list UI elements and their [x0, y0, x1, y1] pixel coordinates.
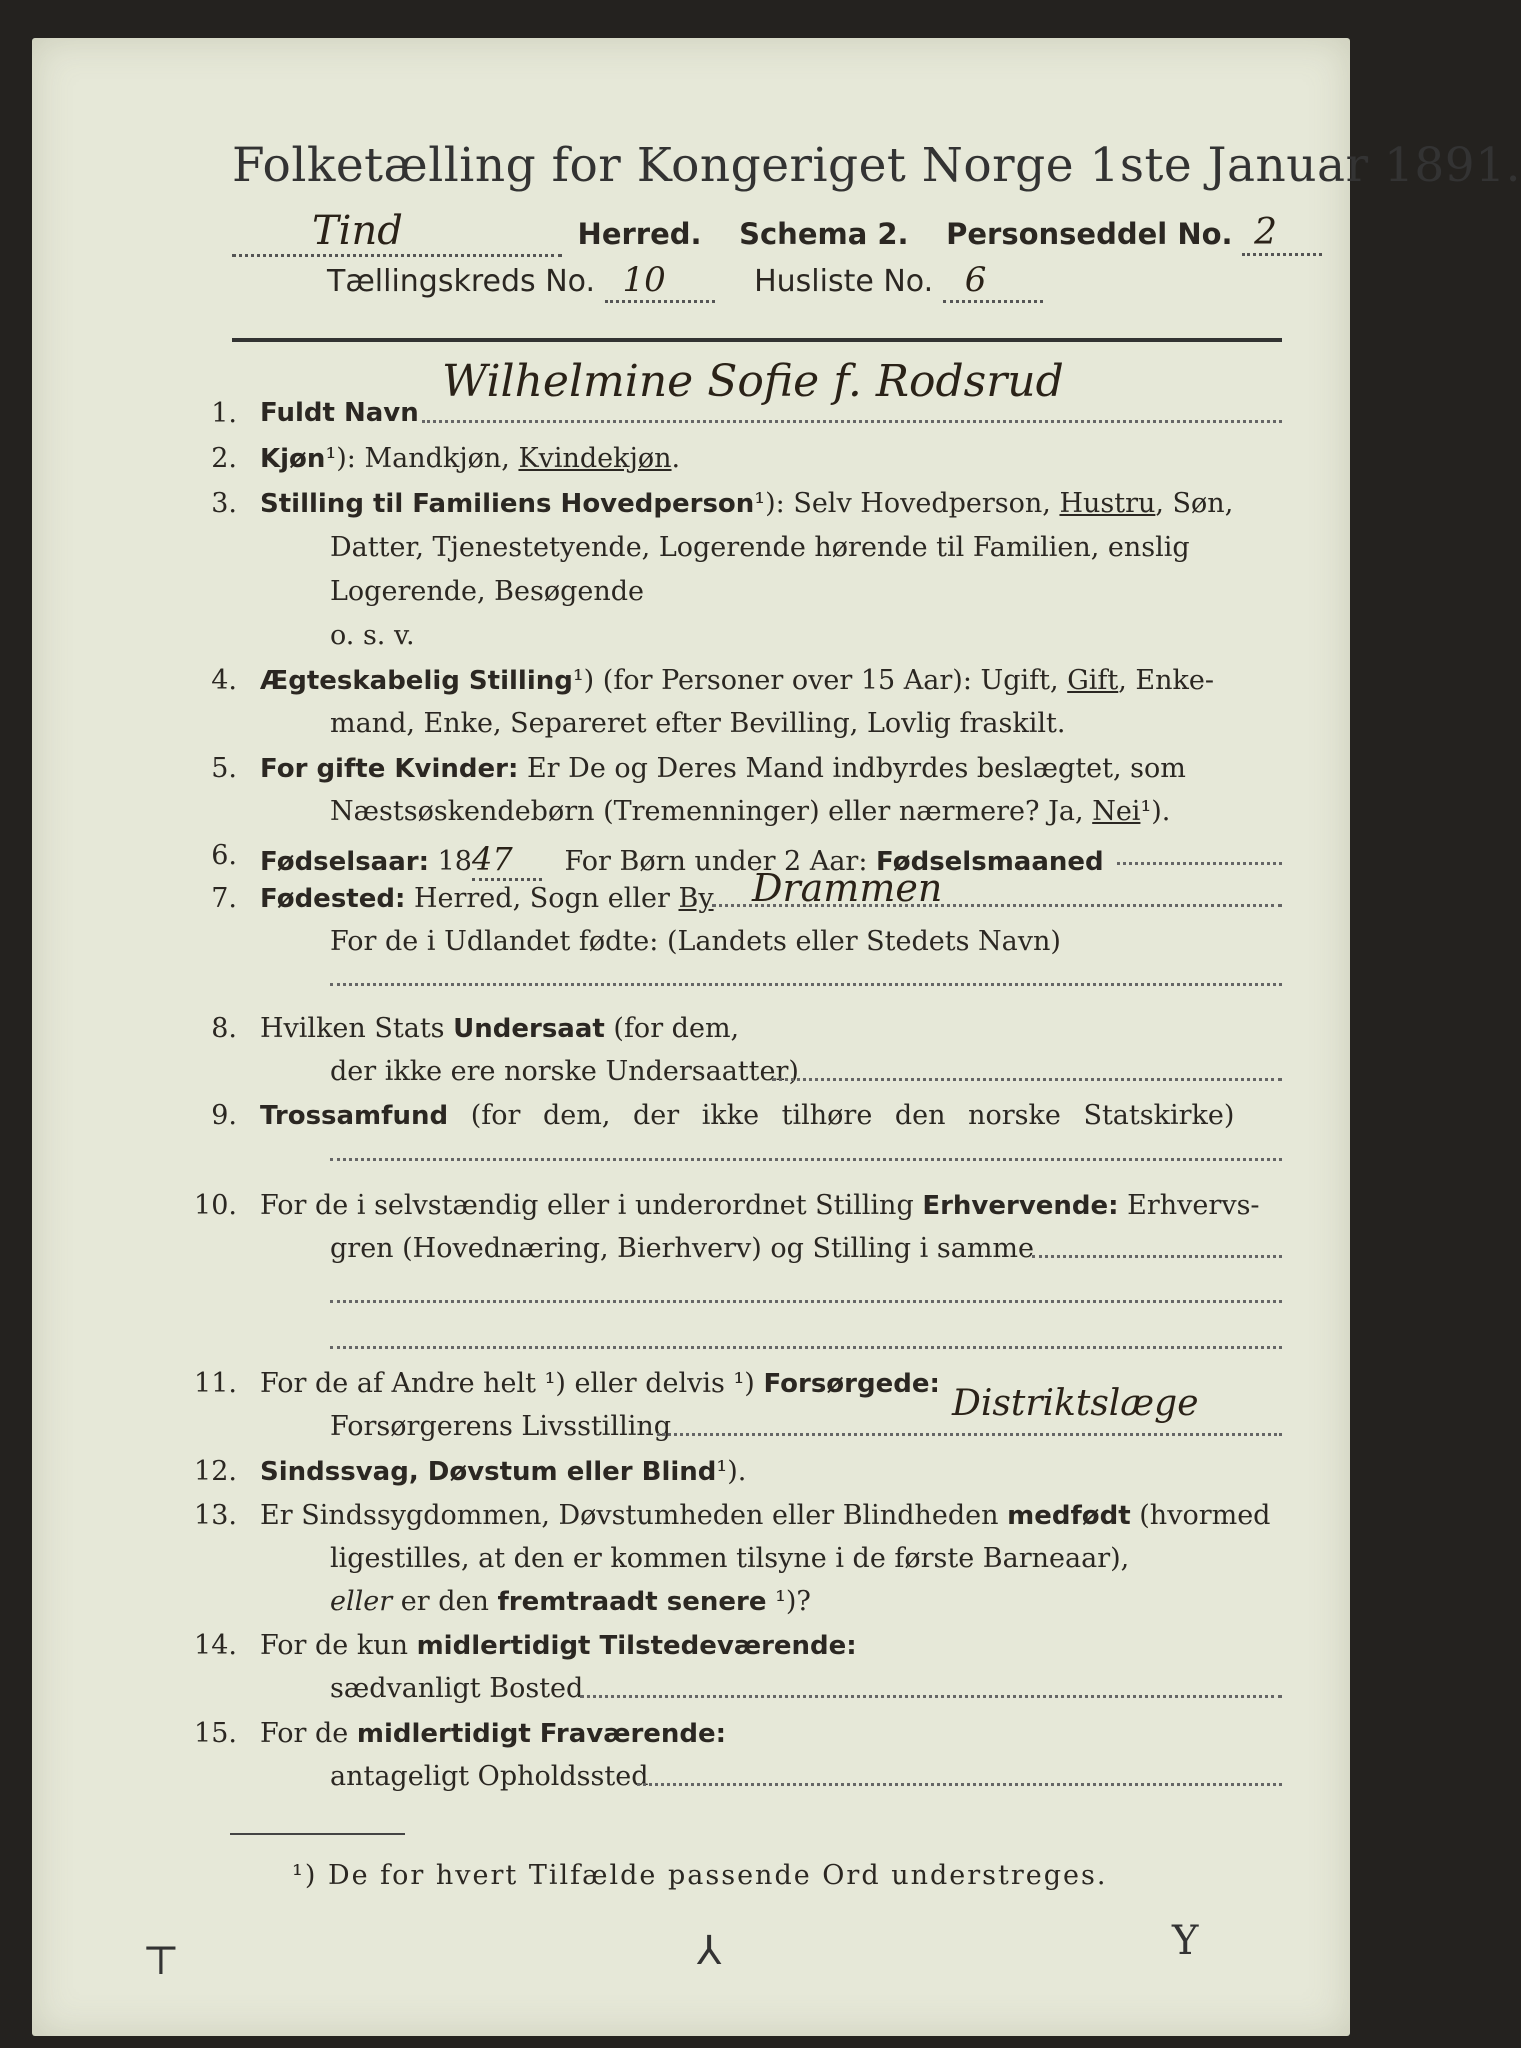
q9-number: 9. — [211, 1100, 237, 1131]
personseddel-value: 2 — [1254, 212, 1277, 253]
q4-number: 4. — [211, 665, 237, 696]
q13-label: medfødt — [1007, 1501, 1131, 1531]
q10-field-2[interactable] — [330, 1300, 1282, 1303]
q13-number: 13. — [194, 1500, 237, 1531]
q7-text: Herred, Sogn eller — [413, 883, 670, 914]
q10-text: For de i selvstændig eller i underordnet Stilling — [260, 1190, 914, 1221]
q14-line2: sædvanligt Bosted — [330, 1673, 584, 1704]
q4-label: Ægteskabelig Stilling — [260, 666, 573, 696]
q7-line — [260, 883, 714, 914]
q8-field[interactable] — [772, 1078, 1282, 1081]
header-rule — [232, 338, 1282, 342]
q11-value: Distriktslæge — [952, 1383, 1199, 1424]
q15-number: 15. — [194, 1718, 237, 1749]
q7-value: Drammen — [752, 866, 943, 910]
q5-line2 — [330, 796, 1170, 827]
q6-label2: Fødselsmaaned — [876, 847, 1104, 877]
q9-label: Trossamfund — [260, 1101, 449, 1131]
q2-line: Kjøn¹): Mandkjøn, Kvindekjøn. — [260, 443, 681, 474]
q6-mid: For Børn under 2 Aar: — [564, 846, 868, 877]
q8-line1 — [260, 1013, 739, 1044]
q10-label: Erhvervende: — [922, 1191, 1119, 1221]
q13-line3 — [330, 1586, 811, 1617]
q11-field[interactable] — [657, 1433, 1282, 1436]
q10-text-b: Erhvervs- — [1127, 1190, 1260, 1221]
kreds-label: Tællingskreds No. — [327, 264, 595, 299]
q3-line3: Logerende, Besøgende — [330, 576, 644, 607]
binding-mark-center: ⅄ — [697, 1928, 722, 1974]
q7-label: Fødested: — [260, 884, 406, 914]
q2-label: Kjøn — [260, 444, 326, 474]
q13-text-b: (hvormed — [1139, 1500, 1271, 1531]
binding-mark-left: ⊤ — [142, 1938, 180, 1984]
q7-abroad-field[interactable] — [330, 983, 1282, 986]
q3-son: , Søn, — [1155, 488, 1234, 519]
q7-number: 7. — [211, 883, 237, 914]
q6-prefix: 18 — [437, 846, 472, 877]
q5-text: Er De og Deres Mand indbyrdes beslægtet, som — [526, 753, 1186, 784]
q15-line1 — [260, 1718, 726, 1749]
q13-eller: eller — [330, 1586, 393, 1617]
q11-line1 — [260, 1368, 940, 1399]
form-title: Folketælling for Kongeriget Norge 1ste Januar 1891. — [232, 138, 1521, 193]
q1-value: Wilhelmine Sofie f. Rodsrud — [442, 356, 1064, 407]
q9-text: (for dem, der ikke tilhøre den norske Statskirke) — [470, 1100, 1235, 1131]
q5-end: ¹). — [1140, 796, 1171, 827]
q5-line1 — [260, 753, 1186, 784]
q14-label: midlertidigt Tilstedeværende: — [416, 1631, 857, 1661]
husliste-field[interactable] — [943, 260, 1043, 303]
personseddel-field[interactable] — [1242, 212, 1322, 256]
q1-field[interactable] — [422, 420, 1282, 423]
herred-label: Herred. — [577, 217, 702, 251]
q4-line1 — [260, 665, 1214, 696]
q4-line2: mand, Enke, Separeret efter Bevilling, Lovlig fraskilt. — [330, 708, 1066, 739]
q11-number: 11. — [194, 1368, 237, 1399]
q3-number: 3. — [211, 488, 237, 519]
kreds-field[interactable] — [605, 260, 715, 303]
herred-row — [232, 208, 1322, 257]
kreds-value: 10 — [622, 260, 666, 300]
q3-text: ¹): Selv Hovedperson, — [754, 488, 1051, 519]
q13-text-c: er den — [400, 1586, 489, 1617]
q7-line2: For de i Udlandet fødte: (Landets eller Stedets Navn) — [330, 926, 1061, 957]
q3-line2: Datter, Tjenestetyende, Logerende hørende til Familien, enslig — [330, 532, 1190, 563]
q15-line2: antageligt Opholdssted — [330, 1761, 649, 1792]
kreds-row — [327, 260, 1043, 303]
q5-option-nei: Nei — [1092, 796, 1141, 827]
husliste-label: Husliste No. — [754, 264, 934, 299]
q8-label: Undersaat — [453, 1014, 605, 1044]
schema-label: Schema 2. — [739, 217, 909, 251]
q3-line1 — [260, 488, 1233, 519]
husliste-value: 6 — [964, 260, 987, 300]
q6-month-field[interactable] — [1117, 862, 1282, 865]
q12-number: 12. — [194, 1456, 237, 1487]
q6-line — [260, 840, 1104, 881]
q2-number: 2. — [211, 443, 237, 474]
q10-number: 10. — [194, 1190, 237, 1221]
footnote: ¹) De for hvert Tilfælde passende Ord understreges. — [292, 1860, 1108, 1891]
q8-text: Hvilken Stats — [260, 1013, 445, 1044]
q6-field[interactable] — [472, 840, 542, 881]
census-form-sheet — [32, 38, 1521, 2036]
binding-mark-right: Y — [1172, 1918, 1199, 1964]
q4-text: ¹) (for Personer over 15 Aar): Ugift, — [572, 665, 1059, 696]
q13-line1 — [260, 1500, 1270, 1531]
q2-option-kvindekjon: Kvindekjøn — [518, 443, 672, 474]
herred-value: Tind — [312, 208, 403, 254]
personseddel-label: Personseddel No. — [946, 217, 1233, 251]
q8-number: 8. — [211, 1013, 237, 1044]
q9-line — [260, 1100, 1234, 1131]
q14-line1 — [260, 1630, 857, 1661]
q14-field[interactable] — [580, 1695, 1282, 1698]
q7-option-by: By — [678, 883, 714, 914]
q5-number: 5. — [211, 753, 237, 784]
footnote-rule — [230, 1833, 405, 1835]
q3-option-hustru: Hustru — [1059, 488, 1156, 519]
q13-end: ¹)? — [775, 1586, 811, 1617]
q14-text: For de kun — [260, 1630, 408, 1661]
q3-line4: o. s. v. — [330, 620, 415, 651]
q12-end: ¹). — [716, 1456, 747, 1487]
q12-label: Sindssvag, Døvstum eller Blind — [260, 1457, 717, 1487]
q13-label2: fremtraadt senere — [497, 1587, 767, 1617]
q15-field[interactable] — [637, 1783, 1282, 1786]
q10-field[interactable] — [1032, 1255, 1282, 1258]
q11-line2: Forsørgerens Livsstilling — [330, 1411, 672, 1442]
q11-text: For de af Andre helt ¹) eller delvis ¹) — [260, 1368, 755, 1399]
q13-line2: ligestilles, at den er kommen tilsyne i de første Barneaar), — [330, 1543, 1130, 1574]
q11-label: Forsørgede: — [763, 1369, 940, 1399]
q6-label: Fødselsaar: — [260, 847, 429, 877]
q15-label: midlertidigt Fraværende: — [356, 1719, 727, 1749]
q6-value: 47 — [471, 840, 513, 878]
q8-text-b: (for dem, — [613, 1013, 740, 1044]
q14-number: 14. — [194, 1630, 237, 1661]
q10-field-3[interactable] — [330, 1346, 1282, 1349]
q4-option-gift: Gift — [1067, 665, 1119, 696]
q12-line — [260, 1456, 746, 1487]
q10-line2: gren (Hovednæring, Bierhverv) og Stilling i samme — [330, 1233, 1035, 1264]
q4-enke: , Enke- — [1118, 665, 1214, 696]
herred-field[interactable] — [232, 208, 562, 257]
q8-line2: der ikke ere norske Undersaatter) — [330, 1056, 799, 1087]
q9-field[interactable] — [330, 1158, 1282, 1161]
q10-line1 — [260, 1190, 1260, 1221]
q5-text2: Næstsøskendebørn (Tremenninger) eller nærmere? Ja, — [330, 796, 1084, 827]
q6-number: 6. — [211, 840, 237, 871]
q1-number: 1. — [211, 398, 237, 429]
q15-text: For de — [260, 1718, 349, 1749]
q2-text-a: ¹): Mandkjøn, — [325, 443, 510, 474]
q5-label: For gifte Kvinder: — [260, 754, 519, 784]
q3-label: Stilling til Familiens Hovedperson — [260, 489, 755, 519]
q13-text: Er Sindssygdommen, Døvstumheden eller Blindheden — [260, 1500, 999, 1531]
q1-label: Fuldt Navn — [260, 398, 419, 428]
